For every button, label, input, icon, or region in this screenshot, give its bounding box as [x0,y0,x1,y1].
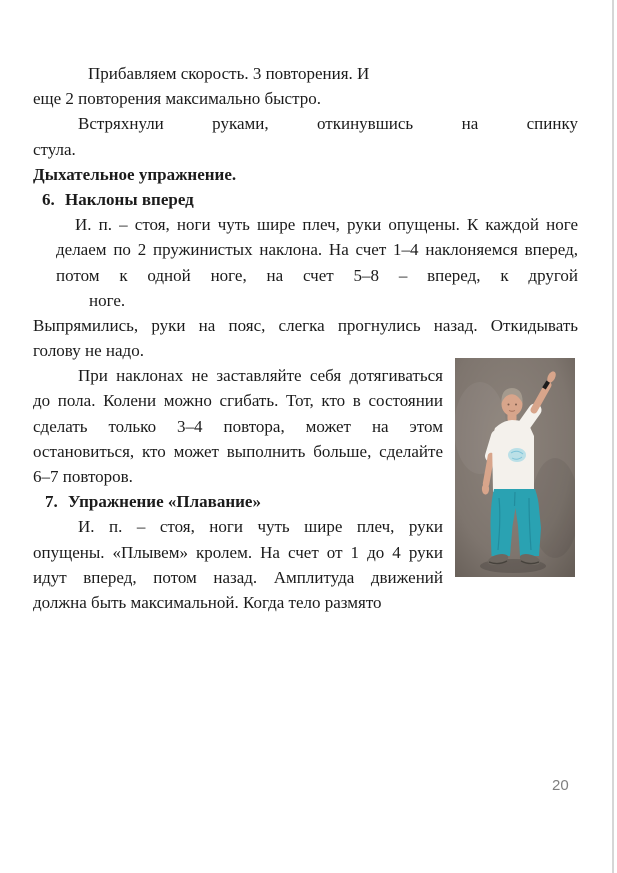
item6-number: 6. [42,189,55,209]
para-line: ноге. [89,290,126,310]
para-line: И. п. – стоя, ноги чуть шире плеч, руки [78,517,443,537]
para-line: Прибавляем скорость. 3 повторения. И [88,64,370,83]
para-line: сделать только 3–4 повтора, может на этом [33,416,443,436]
item7-number: 7. [45,492,58,512]
para-line: 6–7 повторов. [33,467,133,486]
page-number: 20 [552,777,569,794]
item6-heading [33,187,578,212]
item7-title: Упражнение «Плавание» [68,492,261,512]
para-line: опущены. «Плывем» кролем. На счет от 1 до 4 руки [33,542,443,562]
para-line: голову не надо. [33,341,144,361]
para-line: Встряхнули руками, откинувшись на спинку [78,114,578,134]
breathing-exercise-heading: Дыхательное упражнение. [33,164,237,184]
page-edge-divider [612,0,614,873]
para-line: Выпрямились, руки на пояс, слегка прогнулись назад. Откидывать [33,315,578,335]
para-line: должна быть максимальной. Когда тело размято [33,592,382,612]
para-line: идут вперед, потом назад. Амплитуда движений [33,567,443,587]
para-line: еще 2 повторения максимально быстро. [33,89,321,109]
para-line: потом к одной ноге, на счет 5–8 – вперед, к другой [56,265,578,285]
para-line: При наклонах не заставляйте себя дотягиваться [78,366,443,386]
para-line: делаем по 2 пружинистых наклона. На счет 1–4 наклоняемся вперед, [56,240,578,260]
para-line: остановиться, кто может выполнить больше, сделайте [33,441,443,461]
para-line: до пола. Колени можно сгибать. Тот, кто в состоянии [33,391,443,411]
item7-heading [33,489,443,514]
man-eye [515,404,517,406]
tshirt-print [508,448,526,462]
exercise-photo [455,358,575,577]
para-line: стула. [33,139,76,159]
man-eye [508,404,510,406]
item6-title: Наклоны вперед [65,189,194,209]
para-line: И. п. – стоя, ноги чуть шире плеч, руки опущены. К каждой ноге [75,215,578,235]
man-lowered-hand [482,483,489,494]
